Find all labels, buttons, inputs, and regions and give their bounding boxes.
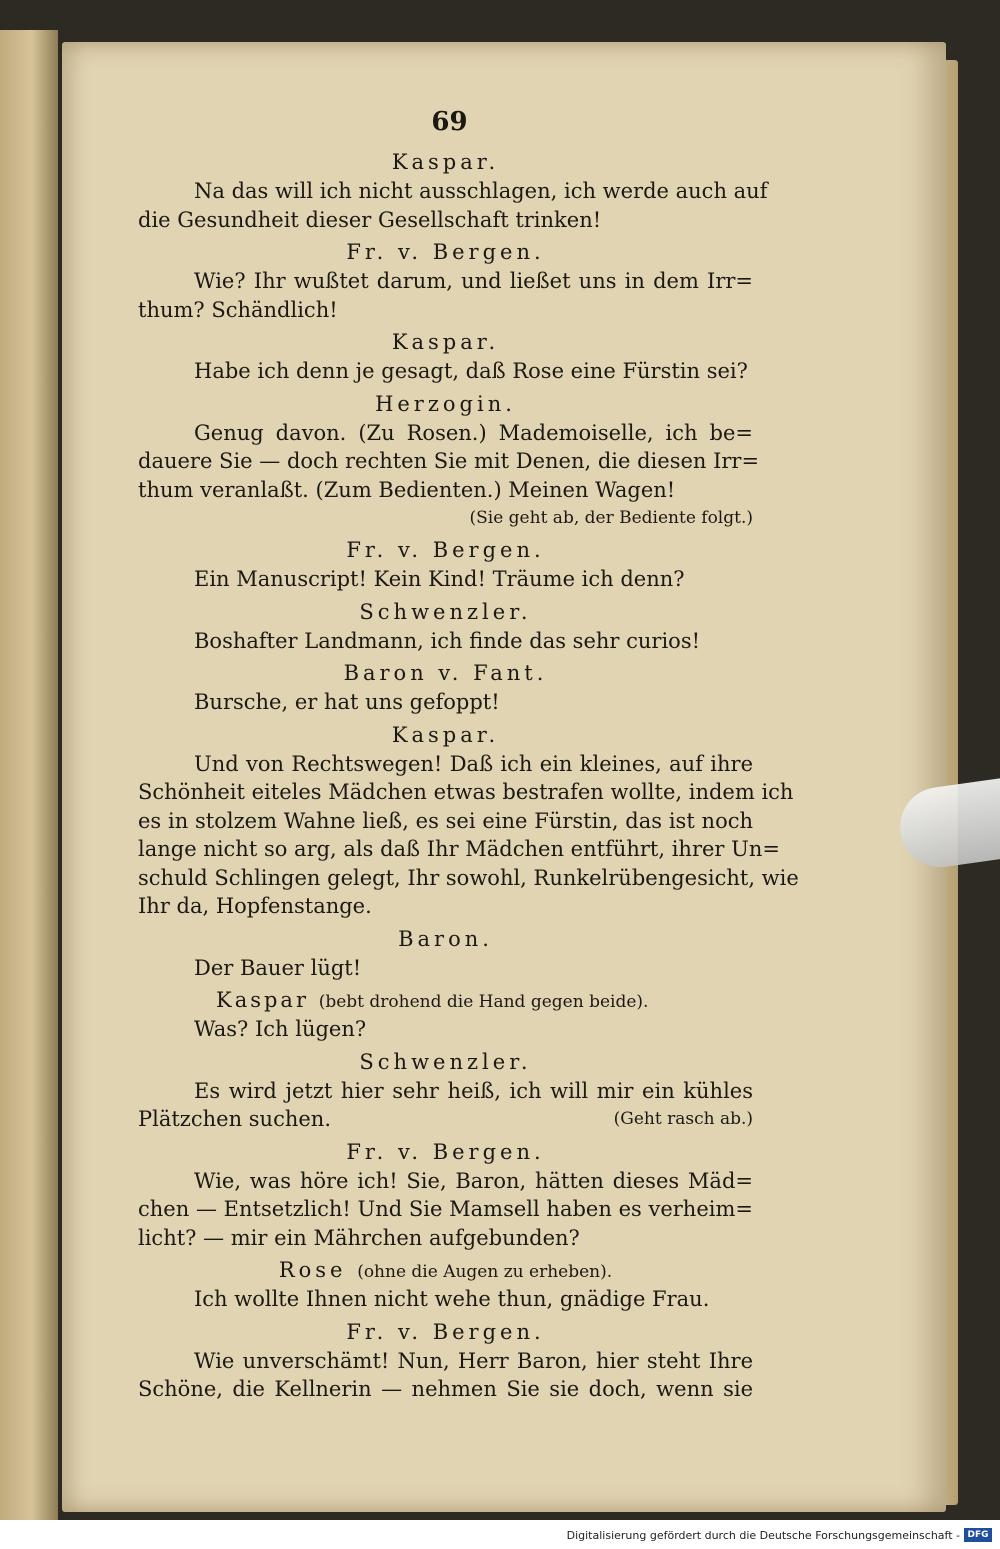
text-line: Was? Ich lügen? bbox=[194, 1017, 367, 1041]
speaker-name: Kaspar bbox=[216, 988, 309, 1012]
speaker-name: Fr. v. Bergen. bbox=[346, 538, 545, 562]
previous-page-edge bbox=[0, 30, 58, 1520]
speaker-with-direction bbox=[138, 986, 753, 1015]
text-line: Ihr da, Hopfenstange. bbox=[138, 894, 372, 918]
page-number: 69 bbox=[431, 107, 468, 137]
stage-direction: (Geht rasch ab.) bbox=[613, 1109, 753, 1129]
page-text bbox=[138, 100, 799, 1404]
text-line: Der Bauer lügt! bbox=[194, 955, 362, 980]
text-line: Bursche, er hat uns gefoppt! bbox=[194, 690, 500, 714]
text-line: thum veranlaßt. (Zum Bedienten.) Meinen Wagen! bbox=[138, 477, 676, 502]
text-line-with-direction bbox=[138, 1105, 753, 1134]
text-line: thum? Schändlich! bbox=[138, 297, 338, 322]
speaker-name: Baron v. Fant. bbox=[343, 661, 548, 685]
text-line: lange nicht so arg, als daß Ihr Mädchen entführt, ihrer Un= bbox=[138, 837, 780, 861]
speaker-name: Fr. v. Bergen. bbox=[346, 1319, 545, 1344]
stage-direction: (ohne die Augen zu erheben). bbox=[357, 1262, 613, 1282]
speaker-name: Kaspar. bbox=[391, 330, 500, 354]
text-line: Plätzchen suchen. bbox=[138, 1107, 331, 1131]
speaker-name: Kaspar. bbox=[391, 722, 500, 747]
digitization-credit: Digitalisierung gefördert durch die Deutsche Forschungsgemeinschaft - bbox=[566, 1529, 960, 1542]
text-line: Habe ich denn je gesagt, daß Rose eine Fürstin sei? bbox=[194, 359, 748, 383]
speaker-name: Fr. v. Bergen. bbox=[346, 1139, 545, 1164]
stage-direction: (bebt drohend die Hand gegen beide). bbox=[318, 992, 649, 1012]
text-line: Boshafter Landmann, ich finde das sehr curios! bbox=[194, 628, 701, 653]
text-line: Genug davon. (Zu Rosen.) Mademoiselle, ich be= bbox=[194, 420, 753, 445]
text-line: Wie, was höre ich! Sie, Baron, hätten dieses Mäd= bbox=[194, 1168, 753, 1193]
speaker-name: Schwenzler. bbox=[359, 599, 532, 624]
text-line: dauere Sie — doch rechten Sie mit Denen, die diesen Irr= bbox=[138, 449, 760, 473]
text-line: Schöne, die Kellnerin — nehmen Sie sie doch, wenn sie bbox=[138, 1377, 753, 1401]
text-line: es in stolzem Wahne ließ, es sei eine Fürstin, das ist noch bbox=[138, 808, 753, 833]
text-line: Wie unverschämt! Nun, Herr Baron, hier steht Ihre bbox=[194, 1348, 753, 1373]
text-line: die Gesundheit dieser Gesellschaft trinken! bbox=[138, 207, 602, 232]
footer-bar bbox=[0, 1522, 1000, 1549]
text-line: chen — Entsetzlich! Und Sie Mamsell haben es verheim= bbox=[138, 1197, 753, 1221]
speaker-name: Fr. v. Bergen. bbox=[346, 240, 545, 264]
text-line: Ein Manuscript! Kein Kind! Träume ich denn? bbox=[194, 567, 685, 591]
text-line: Ich wollte Ihnen nicht wehe thun, gnädige Frau. bbox=[194, 1287, 710, 1311]
text-line: Schönheit eiteles Mädchen etwas bestrafen wollte, indem ich bbox=[138, 780, 794, 804]
text-line: Es wird jetzt hier sehr heiß, ich will mir ein kühles bbox=[194, 1078, 753, 1103]
text-line: Und von Rechtswegen! Daß ich ein kleines, auf ihre bbox=[194, 751, 753, 776]
speaker-name: Kaspar. bbox=[391, 150, 500, 174]
stage-direction: (Sie geht ab, der Bediente folgt.) bbox=[469, 508, 753, 528]
speaker-name: Herzogin. bbox=[375, 391, 516, 416]
text-line: Wie? Ihr wußtet darum, und ließet uns in dem Irr= bbox=[194, 269, 753, 293]
text-line: licht? — mir ein Mährchen aufgebunden? bbox=[138, 1225, 580, 1250]
dfg-logo: DFG bbox=[964, 1528, 992, 1542]
speaker-name: Schwenzler. bbox=[359, 1049, 532, 1074]
play-text-body bbox=[138, 148, 799, 1404]
text-line: schuld Schlingen gelegt, Ihr sowohl, Runkelrübengesicht, wie bbox=[138, 865, 799, 890]
speaker-name: Baron. bbox=[398, 926, 493, 951]
speaker-name: Rose bbox=[278, 1258, 347, 1282]
speaker-with-direction bbox=[138, 1256, 753, 1285]
text-line: Na das will ich nicht ausschlagen, ich werde auch auf bbox=[194, 179, 768, 203]
